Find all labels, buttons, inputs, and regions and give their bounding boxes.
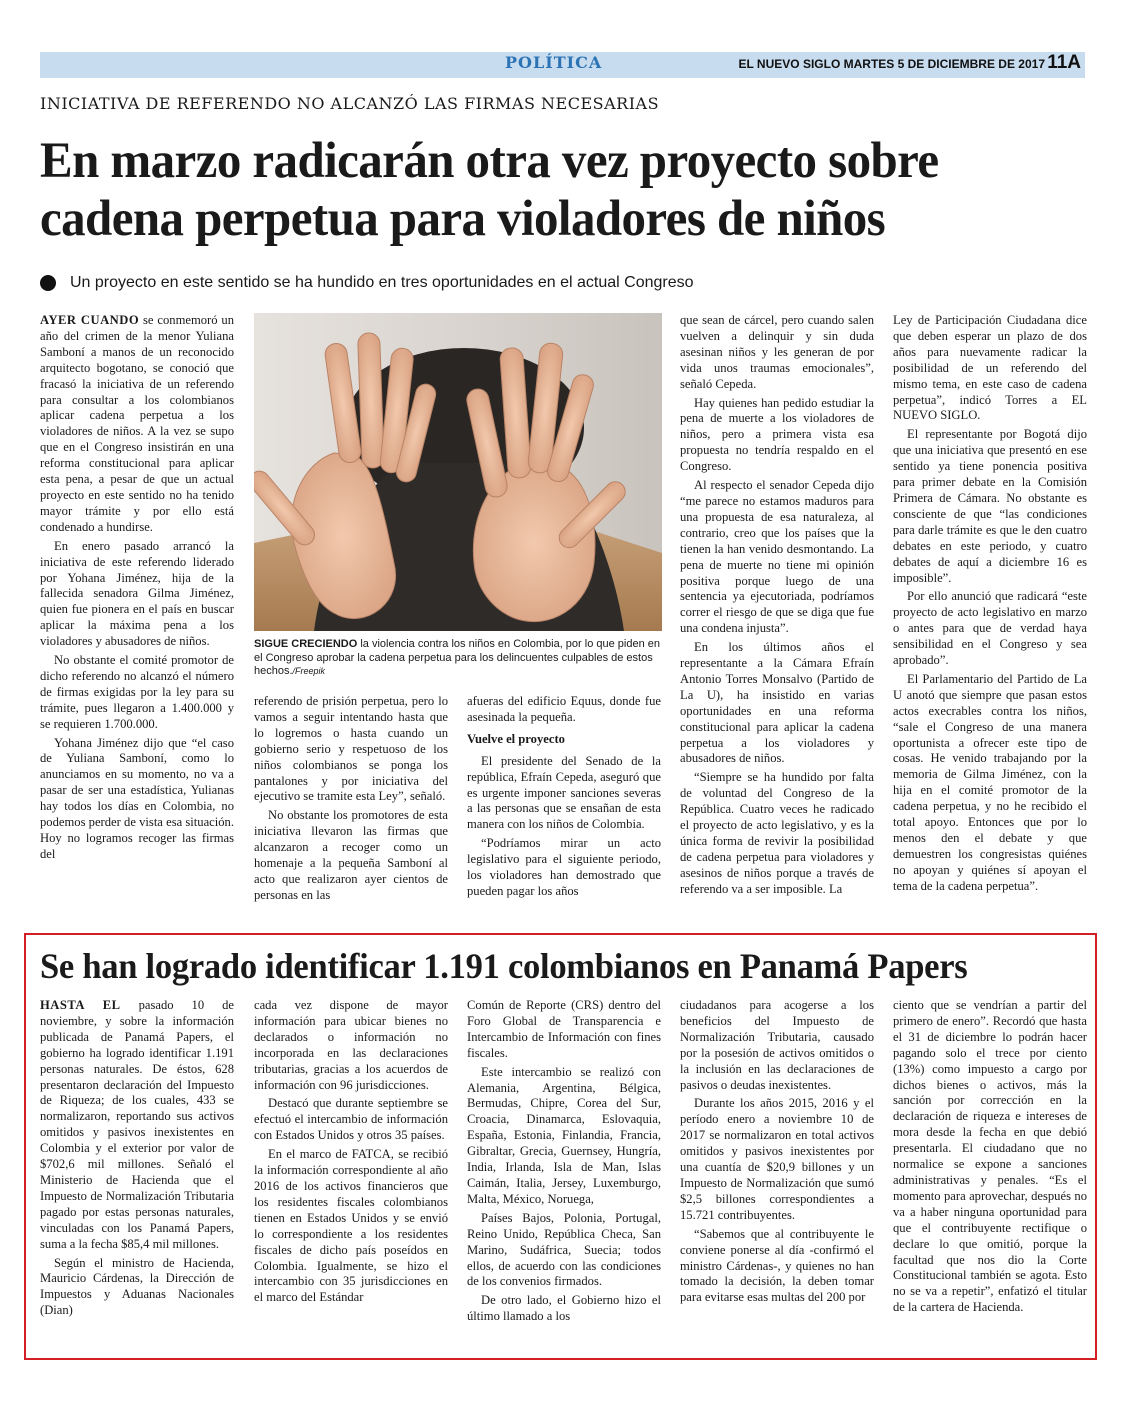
caption-lead: SIGUE CRECIENDO xyxy=(254,638,358,650)
article-photo xyxy=(254,313,662,631)
box-column-4 xyxy=(680,998,874,1309)
article-column-5 xyxy=(893,313,1087,898)
paragraph: No obstante el comité promotor de dicho referendo no alcanzó el número de firmas exigidas por la ley para su trámite, pues llegaron a 1.400.000 y se requieren 1.700.000. xyxy=(40,653,234,731)
paragraph: Al respecto el senador Cepeda dijo “me parece no estamos maduros para una propuesta de esa naturaleza, al contrario, creo que los países que la tienen la han venido desmontando. La pena de muerte no tiene mi opinión positiva porque luego de una sentencia ya ejecutoriada, podríamos correr el riesgo de que se diga que fue una condena injusta”. xyxy=(680,478,874,636)
subhead: Vuelve el proyecto xyxy=(467,731,565,746)
paragraph: Según el ministro de Hacienda, Mauricio Cárdenas, la Dirección de Impuestos y Aduanas Nacionales (Dian) xyxy=(40,1255,234,1318)
paragraph: El presidente del Senado de la república, Efraín Cepeda, aseguró que es urgente imponer sanciones severas a las personas que se ensañan de esta manera con los niños de Colombia. xyxy=(467,753,661,832)
box-headline: Se han logrado identificar 1.191 colombianos en Panamá Papers xyxy=(40,946,968,986)
paragraph: se conmemoró un año del crimen de la menor Yuliana Samboní a manos de un reconocido arquitecto bogotano, se conoció que fracasó la iniciativa de un referendo para consultar a los colombianos aplicar cadena perpetua a los violadores de niños. A la vez se supo que en el Congreso insistirán en una reforma constitucional para aplicar esta pena, a pesar de que un actual proyecto en este sentido no ha tenido mayor trámite y por ello está condenado a hundirse. xyxy=(40,313,234,534)
photo-credit: /Freepik xyxy=(292,666,326,676)
article-column-3 xyxy=(467,694,661,903)
paragraph: Países Bajos, Polonia, Portugal, Reino Unido, República Checa, San Marino, Sudáfrica, Suecia; todos ellos, de acuerdo con las condiciones de los convenios firmados. xyxy=(467,1210,661,1289)
paragraph: Común de Reporte (CRS) dentro del Foro Global de Transparencia e Intercambio de Información con fines fiscales. xyxy=(467,998,661,1060)
page-number: 11A xyxy=(1047,52,1081,73)
caption-text: la violencia contra los niños en Colombia, por lo que piden en el Congreso aprobar la cadena perpetua para los delincuentes culpables de estos hechos. xyxy=(254,638,660,677)
article-column-1 xyxy=(40,313,234,866)
box-column-5 xyxy=(893,998,1087,1319)
paragraph: ciento que se vendrían a partir del primero de enero”. Recordó que hasta el 31 de diciembre lo podrán hacer pagando solo el trece por ciento (13%) como impuesto a cargo por dichos bienes o activos, más la sanción por corrección en la declaración de riqueza e intereses de mora desde la fecha en que debió presentarla. El ciudadano que no normalice se expone a sanciones administrativas y penales. “Es el momento para aprovechar, después no va a haber ninguna oportunidad para que el contribuyente rectifique o declare lo que omitió, porque la facultad que nos dio la Corte Constitucional también se agota. Esto no se va a repetir”, enfatizó el titular de la cartera de Hacienda. xyxy=(893,998,1087,1315)
lead-in: AYER CUANDO xyxy=(40,313,140,327)
paragraph: El representante por Bogotá dijo que una iniciativa que presentó en ese sentido ya tiene ponencia positiva para primer debate en la Comisión Primera de Cámara. No obstante es consciente de que “las condiciones para darle trámite es que le den cuatro debates en este periodo, y cuatro debates de aquí a diciembre 16 es imposible”. xyxy=(893,427,1087,585)
box-column-2 xyxy=(254,998,448,1309)
paragraph: En enero pasado arrancó la iniciativa de este referendo liderado por Yohana Jiménez, hija de la fallecida senadora Gilma Jiménez, quien fue pionera en el país en buscar aplicar la máxima pena a los violadores y abusadores de niños. xyxy=(40,538,234,649)
paragraph: referendo de prisión perpetua, pero lo vamos a seguir intentando hasta que lo logremos o hasta cuando un gobierno serio y respetuoso de los niños colombianos se ponga los pantalones y por iniciativa del ejecutivo se tramite esta Ley”, señaló. xyxy=(254,694,448,804)
box-lead-in: HASTA EL xyxy=(40,998,121,1012)
paragraph: afueras del edificio Equus, donde fue asesinada la pequeña. xyxy=(467,694,661,724)
kicker: INICIATIVA DE REFERENDO NO ALCANZÓ LAS FIRMAS NECESARIAS xyxy=(40,94,660,113)
headline: En marzo radicarán otra vez proyecto sobre cadena perpetua para violadores de niños xyxy=(40,133,939,247)
paragraph: En los últimos años el representante a la Cámara Efraín Antonio Torres Monsalvo (Partido de La U), ha insistido en varias oportunidades en una reforma constitucional para aplicar la cadena perpetua a los violadores y abusadores de niños. xyxy=(680,640,874,766)
paragraph: Por ello anunció que radicará “este proyecto de acto legislativo en marzo o antes para que de verdad haya sensibilidad en el Congreso y sea aprobado”. xyxy=(893,589,1087,668)
paragraph: El Parlamentario del Partido de La U anotó que siempre que pasan estos actos execrables contra los niños, “sale el Congreso de una manera oportunista a ofrecer este tipo de cosas. He venido trabajando por la memoria de Gilma Jiménez, con la hija en el comité promotor de la cadena perpetua, y no he recibido el total apoyo. Entonces que por lo menos den el debate y que demuestren los congresistas quiénes no apoyan y quiénes sí apoyan el tema de la cadena perpetua”. xyxy=(893,671,1087,893)
paragraph: pasado 10 de noviembre, y sobre la información publicada de Panamá Papers, el gobierno ha logrado identificar 1.191 personas naturales. De éstos, 628 presentaron declaración del Impuesto de Riqueza; de los cuales, 433 se normalizaron, reportando sus activos omitidos y pasivos inexistentes en Colombia y el exterior por valor de $702,6 mil millones. Señaló el Ministerio de Hacienda que el Impuesto de Normalización Tributaria pagado por estas personas naturales, vinculadas con los Panamá Papers, suma a la fecha $85,4 mil millones. xyxy=(40,998,234,1251)
paragraph: Ley de Participación Ciudadana dice que deben esperar un plazo de dos años para nuevamente radicar la posibilidad de un referendo del mismo tema, en este caso de cadena perpetua”, indicó Torres a EL NUEVO SIGLO. xyxy=(893,313,1087,423)
paragraph: En el marco de FATCA, se recibió la información correspondiente al año 2016 de los activos financieros que los residentes fiscales colombianos tienen en Estados Unidos y se envió lo correspondiente a los residentes fiscales de dicho país poseídos en Colombia. Igualmente, se hizo el intercambio con 35 jurisdicciones en el marco del Estándar xyxy=(254,1147,448,1305)
paragraph: “Siempre se ha hundido por falta de voluntad del Congreso de la República. Cuatro veces he radicado el proyecto de acto legislativo, y es la única forma de revivir la posibilidad de cadena perpetua para violadores y asesinos de niños porque a través de referendo va a ser imposible. La xyxy=(680,770,874,896)
paragraph: que sean de cárcel, pero cuando salen vuelven a delinquir y sin duda asesinan niños y les generan de por vida unos traumas emocionales”, señaló Cepeda. xyxy=(680,313,874,391)
subheadline xyxy=(40,274,694,292)
paragraph: De otro lado, el Gobierno hizo el último llamado a los xyxy=(467,1293,661,1324)
section-label: POLÍTICA xyxy=(505,53,603,72)
box-column-1 xyxy=(40,998,234,1322)
article-column-2 xyxy=(254,694,448,907)
paragraph: No obstante los promotores de esta iniciativa llevaron las firmas que alcanzaron a recoger como un homenaje a la pequeña Samboní al acto que realizaron ayer cientos de personas en las xyxy=(254,808,448,902)
paragraph: Destacó que durante septiembre se efectuó el intercambio de información con Estados Unidos y otros 35 países. xyxy=(254,1096,448,1143)
paragraph: “Podríamos mirar un acto legislativo para el siguiente periodo, los violadores han demostrado que pueden pagar los años xyxy=(467,836,661,898)
publication-date: EL NUEVO SIGLO MARTES 5 DE DICIEMBRE DE 2017 xyxy=(738,57,1045,71)
paragraph: cada vez dispone de mayor información para ubicar bienes no declarados o información no incorporada en las declaraciones tributarias, gracias a los acuerdos de información con 96 jurisdicciones. xyxy=(254,998,448,1092)
article-column-4 xyxy=(680,313,874,901)
subheadline-text: Un proyecto en este sentido se ha hundido en tres oportunidades en el actual Congreso xyxy=(70,274,694,291)
paragraph: Durante los años 2015, 2016 y el período enero a noviembre 10 de 2017 se normalizaron en total activos omitidos y pasivos inexistentes por una cuantía de $20,9 billones y un Impuesto de Normalización que sumó $2,5 billones correspondientes a 15.721 contribuyentes. xyxy=(680,1096,874,1222)
paragraph: Hay quienes han pedido estudiar la pena de muerte a los violadores de niños, pero a primera vista esa propuesta no tendría respaldo en el Congreso. xyxy=(680,395,874,474)
box-column-3 xyxy=(467,998,661,1328)
paragraph: Este intercambio se realizó con Alemania, Argentina, Bélgica, Bermudas, Chipre, Corea del Sur, Croacia, Dinamarca, Eslovaquia, España, Estonia, Finlandia, Francia, Gibraltar, Grecia, Guernsey, Hungría, India, Irlanda, Isla de Man, Islas Caimán, Italia, Jersey, Luxemburgo, Malta, México, Noruega, xyxy=(467,1064,661,1206)
paragraph: “Sabemos que al contribuyente le conviene ponerse al día -confirmó el ministro Cárdenas-, y quienes no han tomado la decisión, la deben tomar para evitarse esas multas del 200 por xyxy=(680,1226,874,1305)
photo-caption xyxy=(254,638,662,679)
bullet-icon xyxy=(40,275,56,291)
paragraph: ciudadanos para acogerse a los beneficios del Impuesto de Normalización Tributaria, causado por la posesión de activos omitidos o la inclusión en las declaraciones de pasivos o deudas inexistentes. xyxy=(680,998,874,1092)
paragraph: Yohana Jiménez dijo que “el caso de Yuliana Samboní, como lo anunciamos en su momento, no va a pasar de ser una estadística, Yulianas hay todos los días en Colombia, no podemos perder de vista esa situación. Hoy no logramos recoger las firmas del xyxy=(40,735,234,861)
